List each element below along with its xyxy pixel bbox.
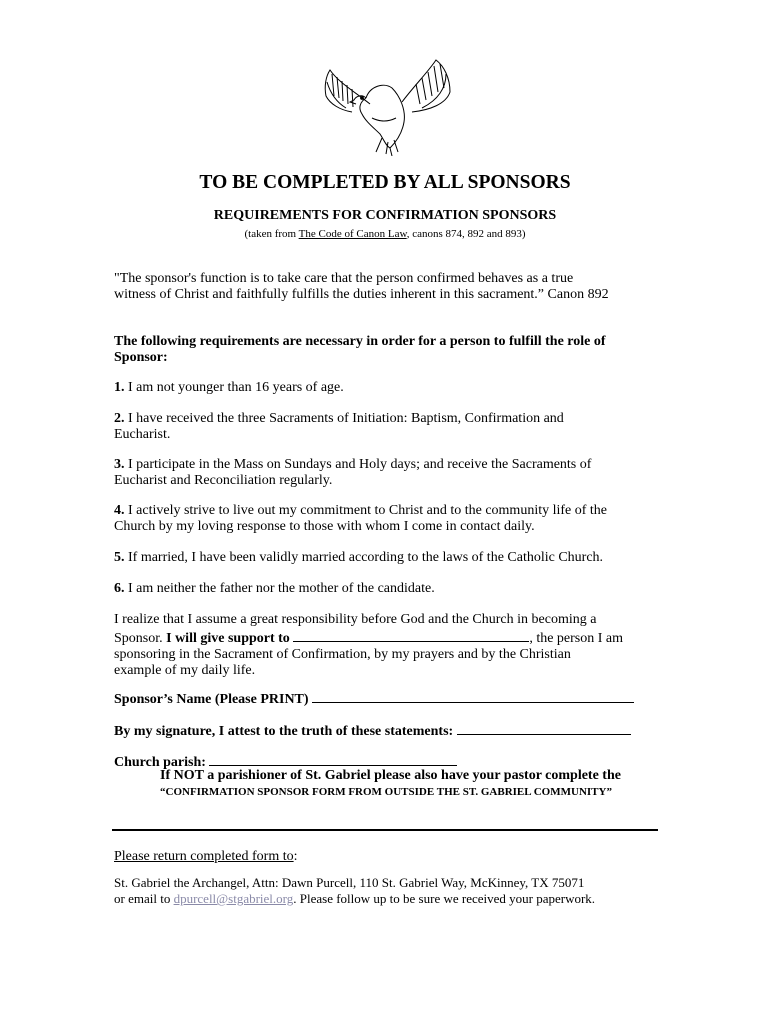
return-label: Please return completed form to [114, 849, 294, 864]
requirement-text: I have received the three Sacraments of Initiation: Baptism, Confirmation and [124, 411, 564, 426]
parish-label: Church parish: [114, 755, 206, 770]
parish-note-line: If NOT a parishioner of St. Gabriel please also have your pastor complete the [160, 768, 621, 783]
requirement-number: 2. [114, 411, 125, 426]
requirements-intro [114, 334, 664, 366]
signature-row [114, 721, 664, 740]
quote-line: "The sponsor's function is to take care that the person confirmed behaves as a true [114, 271, 574, 286]
requirement-number: 1. [114, 380, 125, 395]
requirement-number: 6. [114, 581, 125, 596]
pledge-text: Sponsor. [114, 631, 167, 646]
source-citation [0, 228, 770, 240]
pledge-support-label: I will give support to [166, 631, 290, 646]
signature-blank[interactable] [457, 721, 631, 735]
requirement-number: 3. [114, 457, 125, 472]
signature-label: By my signature, I attest to the truth of these statements: [114, 724, 454, 739]
parish-note-line: “CONFIRMATION SPONSOR FORM FROM OUTSIDE THE ST. GABRIEL COMMUNITY” [160, 786, 612, 798]
return-address [114, 875, 664, 907]
parish-form-name [160, 785, 680, 799]
source-suffix: , canons 874, 892 and 893) [406, 228, 526, 240]
email-link[interactable]: dpurcell@stgabriel.org [173, 891, 294, 906]
requirement-text-cont: Church by my loving response to those with whom I come in contact daily. [114, 519, 535, 534]
parish-blank[interactable] [209, 752, 457, 766]
pledge-line: sponsoring in the Sacrament of Confirmation, by my prayers and by the Christian [114, 647, 571, 662]
sponsor-pledge [114, 612, 664, 679]
candidate-name-blank[interactable] [293, 628, 529, 642]
return-colon: : [293, 849, 298, 864]
requirement-text: I am neither the father nor the mother of the candidate. [124, 581, 435, 596]
parish-note [160, 768, 680, 784]
sponsor-name-label: Sponsor’s Name (Please PRINT) [114, 692, 309, 707]
email-prefix: or email to [114, 891, 174, 906]
requirement-text: If married, I have been validly married according to the laws of the Catholic Church. [124, 550, 604, 565]
requirement-number: 4. [114, 503, 125, 518]
intro-line: The following requirements are necessary in order for a person to fulfill the role of [114, 334, 606, 349]
requirement-3 [114, 457, 664, 489]
pledge-line: example of my daily life. [114, 663, 256, 678]
requirement-text: I am not younger than 16 years of age. [124, 380, 344, 395]
source-prefix: (taken from [244, 228, 299, 240]
requirement-text: I participate in the Mass on Sundays and Holy days; and receive the Sacraments of [124, 457, 592, 472]
pledge-text: , the person I am [529, 631, 624, 646]
canon-quote [114, 271, 664, 303]
address-line: St. Gabriel the Archangel, Attn: Dawn Purcell, 110 St. Gabriel Way, McKinney, TX 75071 [114, 875, 585, 890]
requirement-number: 5. [114, 550, 125, 565]
section-divider [112, 829, 658, 831]
form-subtitle: REQUIREMENTS FOR CONFIRMATION SPONSORS [213, 208, 557, 223]
requirement-5 [114, 550, 664, 566]
form-title: TO BE COMPLETED BY ALL SPONSORS [199, 172, 571, 193]
requirement-2 [114, 411, 664, 443]
source-book: The Code of Canon Law [298, 228, 407, 240]
requirement-text-cont: Eucharist and Reconciliation regularly. [114, 473, 333, 488]
sponsor-name-blank[interactable] [312, 689, 634, 703]
pledge-line: I realize that I assume a great responsibility before God and the Church in becoming a [114, 612, 597, 627]
requirement-6 [114, 581, 664, 597]
quote-line: witness of Christ and faithfully fulfills the duties inherent in this sacrament.” Canon 892 [114, 287, 609, 302]
return-instructions [114, 849, 664, 865]
sponsor-name-row [114, 689, 664, 708]
requirement-4 [114, 503, 664, 535]
intro-line: Sponsor: [114, 350, 168, 365]
requirement-text: I actively strive to live out my commitment to Christ and to the community life of the [124, 503, 608, 518]
dove-icon [310, 52, 462, 156]
requirement-1 [114, 380, 664, 396]
requirement-text-cont: Eucharist. [114, 427, 171, 442]
email-suffix: . Please follow up to be sure we received your paperwork. [293, 891, 596, 906]
